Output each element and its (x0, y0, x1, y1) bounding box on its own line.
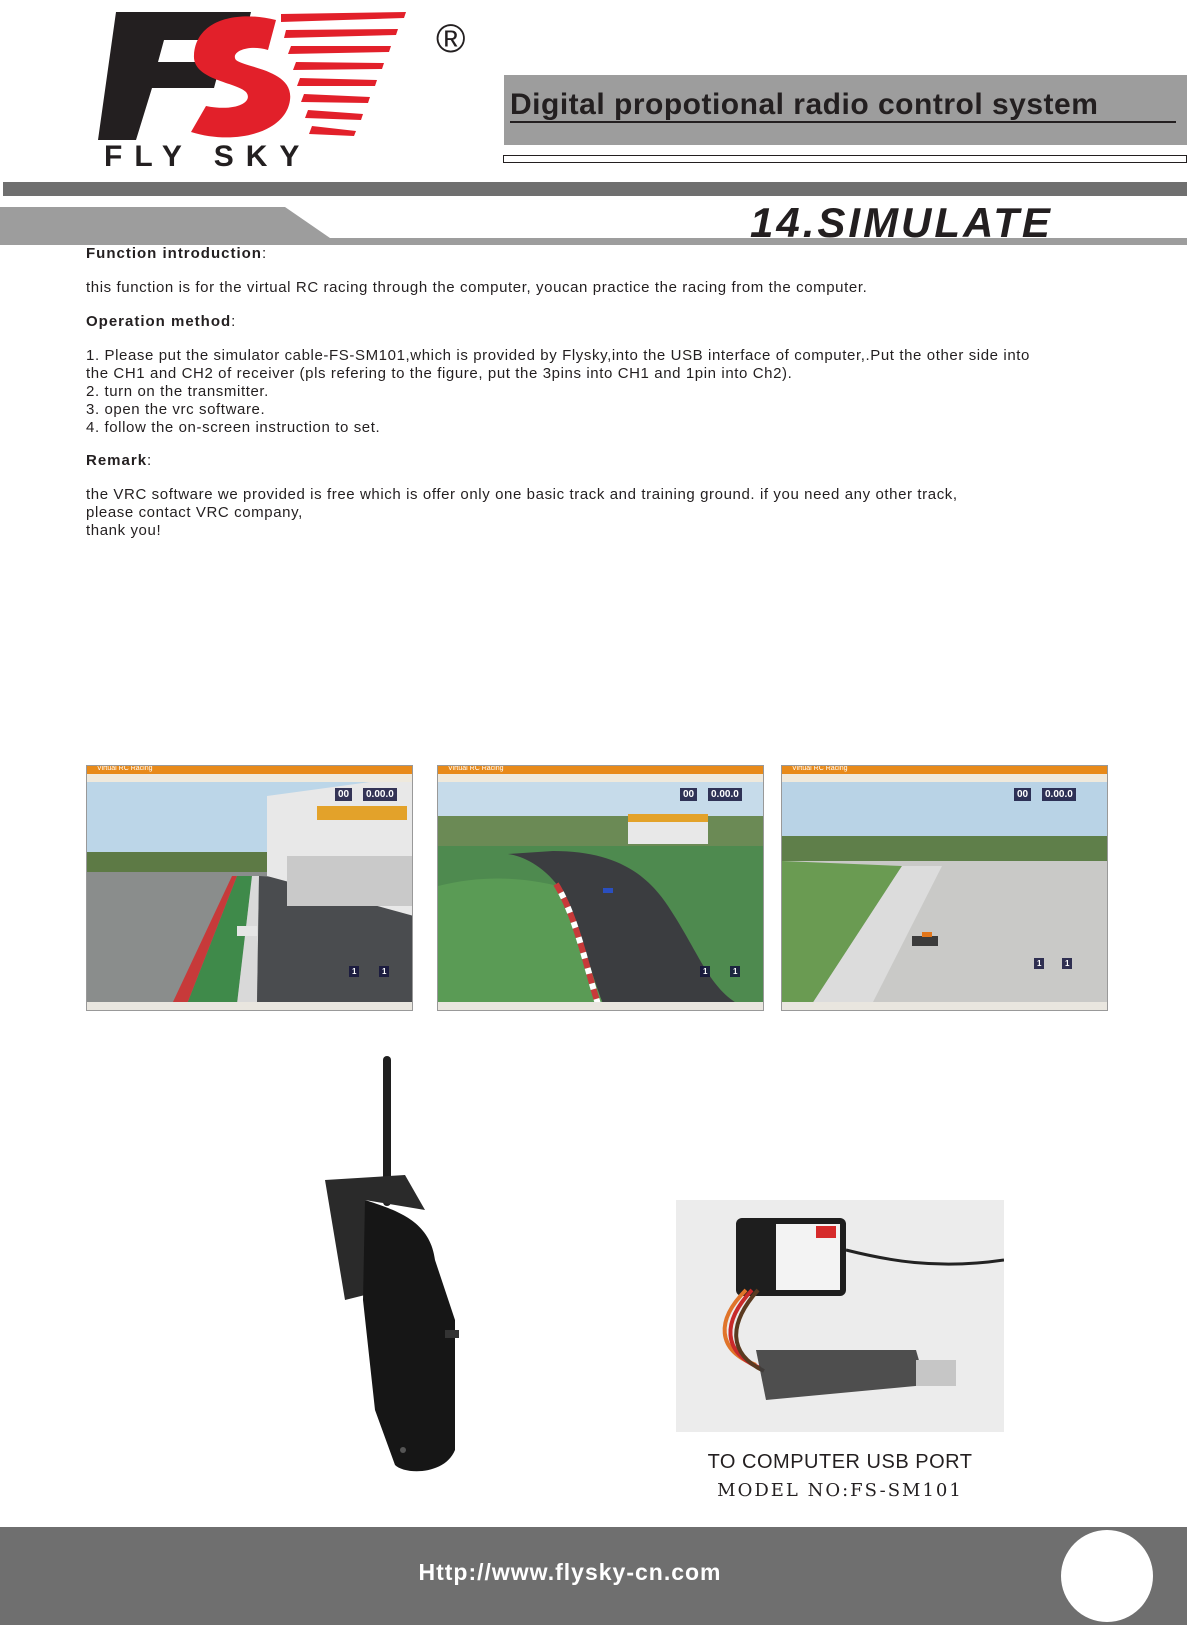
hud-time: 0.00.0 (1042, 788, 1076, 801)
hud-laps: 00 (680, 788, 697, 801)
transmitter-photo (305, 1050, 485, 1480)
operation-step-line: the CH1 and CH2 of receiver (pls refering to the figure, put the 3pins into CH1 and 1pin into Ch2). (86, 365, 793, 382)
simulator-screenshot-pitlane (86, 765, 413, 1011)
simulator-screenshot-training-ground (781, 765, 1108, 1011)
brand-name: FLY SKY (104, 140, 312, 173)
operation-method-label: Operation method: (86, 313, 237, 330)
header-title: Digital propotional radio control system (510, 88, 1099, 121)
usb-model-number: MODEL NO:FS-SM101 (717, 1480, 963, 1501)
remark-line: please contact VRC company, (86, 504, 303, 521)
hud-time: 0.00.0 (363, 788, 397, 801)
operation-step-line: 1. Please put the simulator cable-FS-SM101,which is provided by Flysky,into the USB interface of computer,.Put the other side into (86, 347, 1030, 364)
window-menubar (438, 774, 763, 782)
hud-speed: 1 (379, 966, 389, 977)
hud-gear: 1 (700, 966, 710, 977)
remark-label: Remark: (86, 452, 153, 469)
operation-method-steps (86, 347, 1030, 437)
header-outline-bar (503, 155, 1187, 163)
hud-speed: 1 (730, 966, 740, 977)
hud-time: 0.00.0 (708, 788, 742, 801)
window-titlebar: Virtual RC Racing (782, 766, 1107, 774)
window-titlebar: Virtual RC Racing (438, 766, 763, 774)
usb-port-caption: TO COMPUTER USB PORT (707, 1451, 973, 1473)
footer-url[interactable]: Http://www.flysky-cn.com (418, 1559, 722, 1585)
hud-laps: 00 (335, 788, 352, 801)
remark-text (86, 486, 958, 540)
hud-gear: 1 (1034, 958, 1044, 969)
hud-gear: 1 (349, 966, 359, 977)
top-rule (3, 182, 1187, 196)
header-underline (510, 121, 1176, 123)
registered-mark: ® (436, 17, 466, 61)
simulator-screenshot-track (437, 765, 764, 1011)
window-titlebar: Virtual RC Racing (87, 766, 412, 774)
operation-step-line: 3. open the vrc software. (86, 401, 266, 418)
window-statusbar (438, 1002, 763, 1010)
remark-line: thank you! (86, 522, 162, 539)
hud-laps: 00 (1014, 788, 1031, 801)
function-introduction-label: Function introduction: (86, 245, 268, 262)
hud-speed: 1 (1062, 958, 1072, 969)
window-menubar (782, 774, 1107, 782)
operation-step-line: 4. follow the on-screen instruction to set. (86, 419, 381, 436)
page-number-circle (1061, 1530, 1153, 1622)
window-menubar (87, 774, 412, 782)
flysky-logo (86, 0, 482, 184)
section-title: 14.SIMULATE (750, 199, 1053, 246)
operation-step-line: 2. turn on the transmitter. (86, 383, 269, 400)
window-statusbar (87, 1002, 412, 1010)
usb-cable-photo (676, 1200, 1004, 1432)
function-introduction-text: this function is for the virtual RC racing through the computer, youcan practice the racing from the computer. (86, 279, 868, 296)
window-statusbar (782, 1002, 1107, 1010)
remark-line: the VRC software we provided is free which is offer only one basic track and training ground. if you need any other track, (86, 486, 958, 503)
